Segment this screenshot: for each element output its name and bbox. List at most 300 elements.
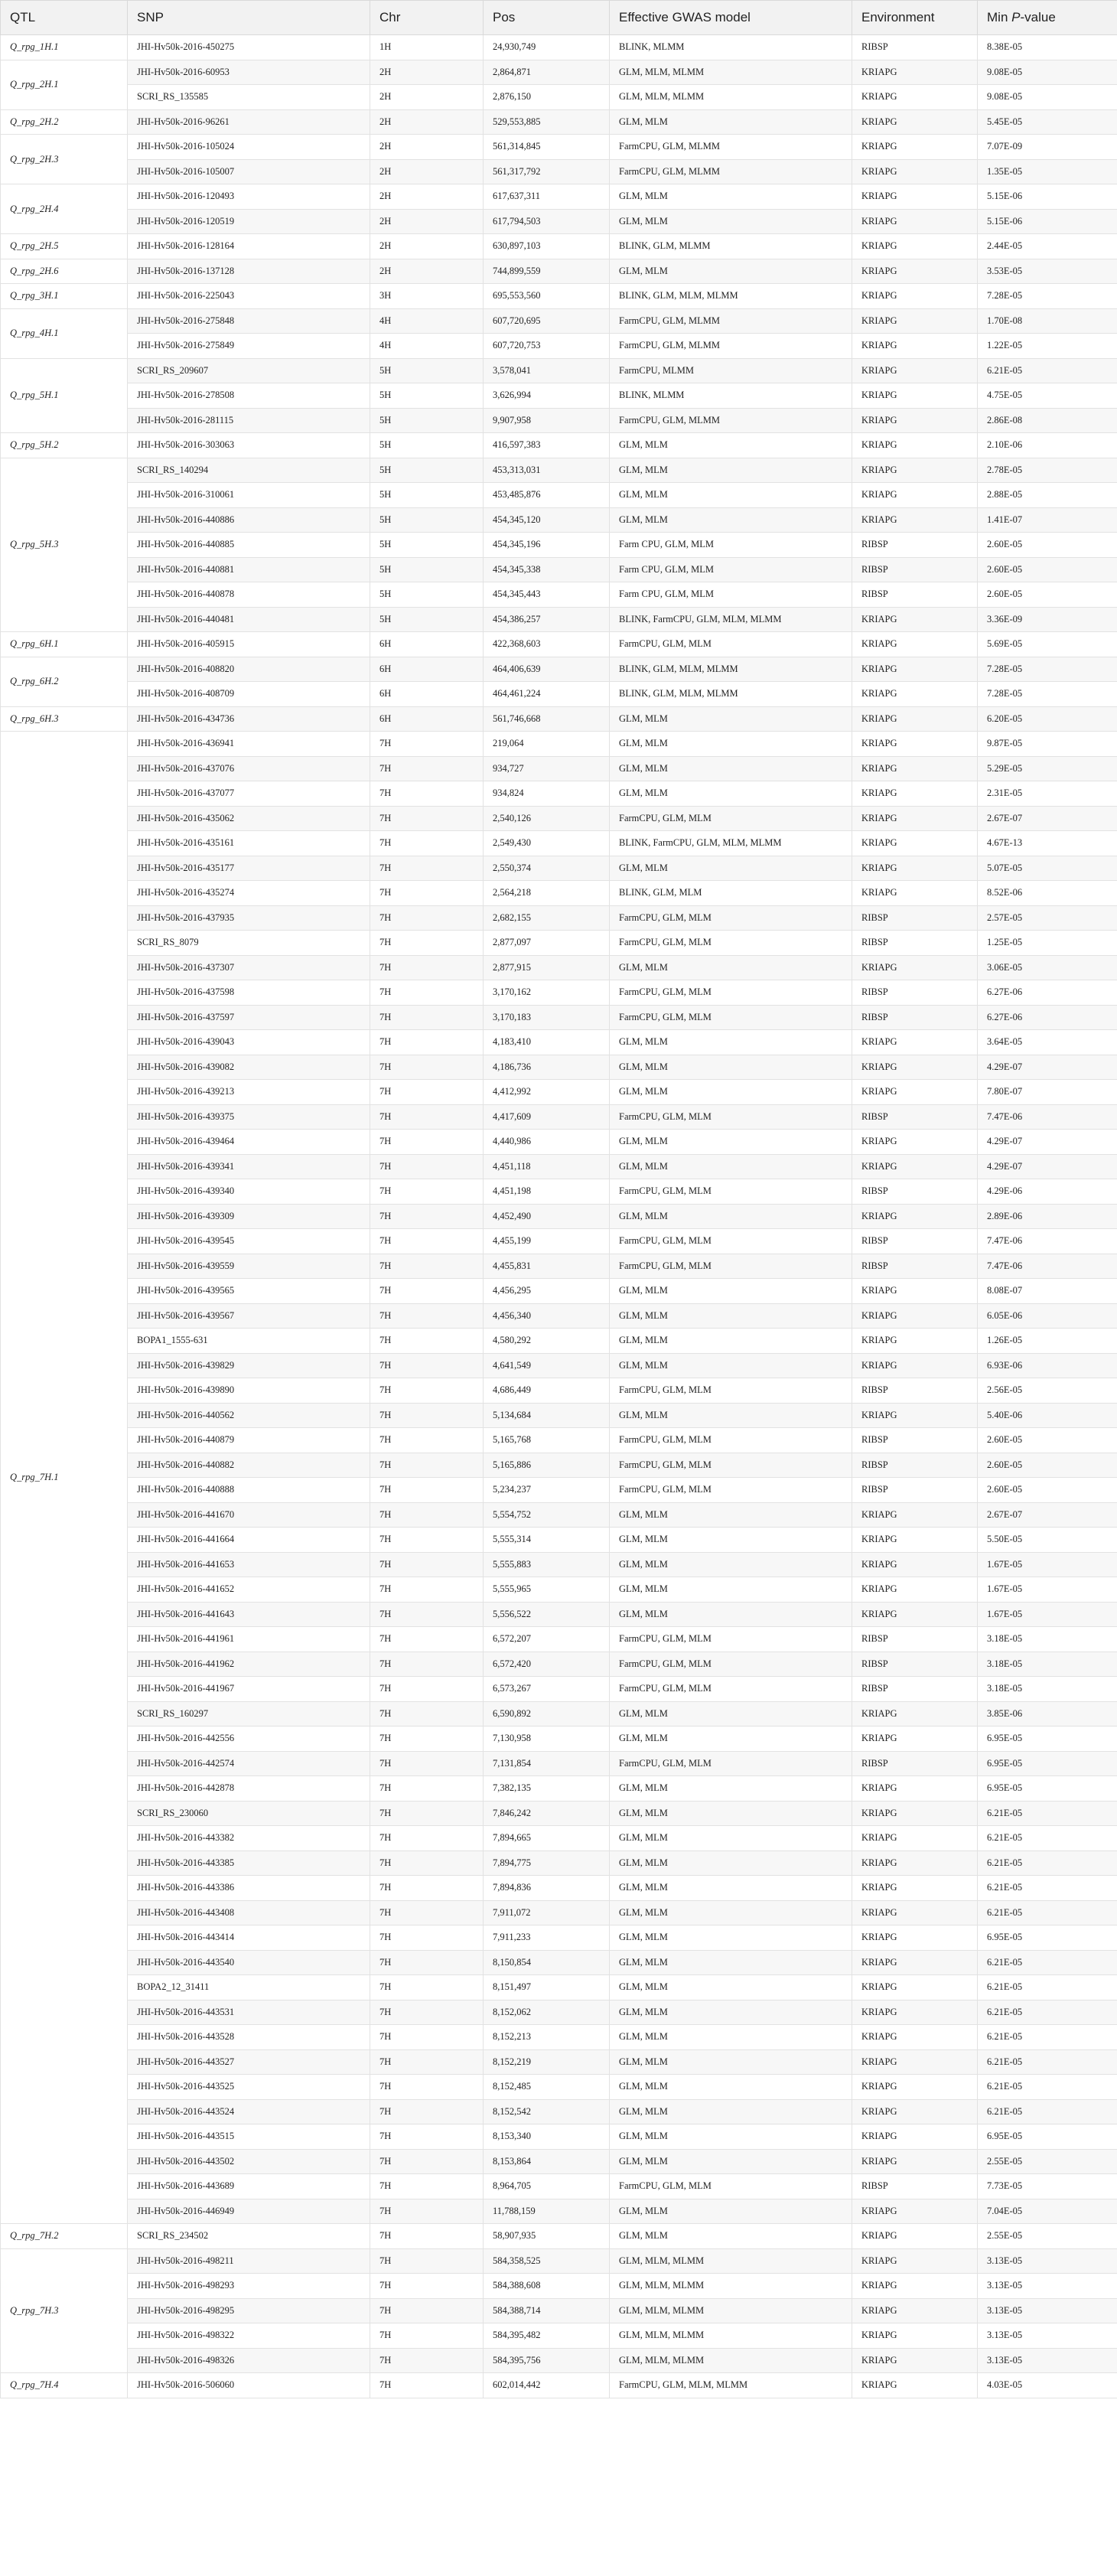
pos-cell: 4,686,449 (484, 1378, 610, 1404)
min-pvalue-cell: 9.08E-05 (978, 60, 1117, 85)
chr-cell: 7H (370, 1577, 484, 1603)
environment-cell: KRIAPG (852, 1826, 978, 1851)
min-pvalue-cell: 7.07E-09 (978, 135, 1117, 160)
environment-cell: RIBSP (852, 1652, 978, 1677)
table-row (1, 1925, 1117, 1951)
snp-cell: JHI-Hv50k-2016-437598 (128, 980, 370, 1006)
environment-cell: KRIAPG (852, 2124, 978, 2150)
table-header (1, 1, 1117, 35)
table-row (1, 2174, 1117, 2199)
chr-cell: 7H (370, 1130, 484, 1155)
table-row (1, 383, 1117, 409)
environment-cell: KRIAPG (852, 2323, 978, 2349)
environment-cell: KRIAPG (852, 706, 978, 732)
environment-cell: KRIAPG (852, 1130, 978, 1155)
environment-cell: KRIAPG (852, 60, 978, 85)
pos-cell: 464,461,224 (484, 682, 610, 707)
chr-cell: 7H (370, 1353, 484, 1378)
table-row (1, 1701, 1117, 1727)
table-row (1, 2323, 1117, 2349)
min-pvalue-cell: 1.67E-05 (978, 1577, 1117, 1603)
model-cell: GLM, MLM (610, 1801, 852, 1826)
chr-cell: 7H (370, 1925, 484, 1951)
min-pvalue-cell: 5.69E-05 (978, 632, 1117, 657)
pos-cell: 8,964,705 (484, 2174, 610, 2199)
model-cell: GLM, MLM (610, 1353, 852, 1378)
snp-cell: JHI-Hv50k-2016-443527 (128, 2049, 370, 2075)
pos-cell: 617,637,311 (484, 184, 610, 210)
pos-cell: 8,152,485 (484, 2075, 610, 2100)
snp-cell: JHI-Hv50k-2016-440878 (128, 582, 370, 608)
table-row (1, 2199, 1117, 2224)
pos-cell: 2,549,430 (484, 831, 610, 856)
environment-cell: KRIAPG (852, 2025, 978, 2050)
min-pvalue-cell: 3.85E-06 (978, 1701, 1117, 1727)
pos-cell: 7,382,135 (484, 1776, 610, 1802)
qtl-cell: Q_rpg_2H.6 (1, 259, 128, 284)
environment-cell: RIBSP (852, 557, 978, 582)
snp-cell: JHI-Hv50k-2016-439340 (128, 1179, 370, 1205)
table-row (1, 806, 1117, 831)
pos-cell: 584,395,482 (484, 2323, 610, 2349)
chr-cell: 7H (370, 2000, 484, 2025)
model-cell: FarmCPU, GLM, MLM (610, 1453, 852, 1478)
pos-cell: 6,572,207 (484, 1627, 610, 1652)
chr-cell: 7H (370, 1154, 484, 1179)
snp-cell: JHI-Hv50k-2016-440879 (128, 1428, 370, 1453)
environment-cell: RIBSP (852, 1428, 978, 1453)
model-cell: GLM, MLM (610, 706, 852, 732)
snp-cell: JHI-Hv50k-2016-105007 (128, 159, 370, 184)
table-row (1, 931, 1117, 956)
snp-cell: JHI-Hv50k-2016-437597 (128, 1005, 370, 1030)
min-pvalue-cell: 8.38E-05 (978, 35, 1117, 60)
qtl-cell: Q_rpg_7H.2 (1, 2224, 128, 2249)
min-pvalue-cell: 3.18E-05 (978, 1627, 1117, 1652)
chr-cell: 7H (370, 1950, 484, 1975)
environment-cell: KRIAPG (852, 607, 978, 632)
pos-cell: 2,864,871 (484, 60, 610, 85)
chr-cell: 7H (370, 1900, 484, 1925)
min-pvalue-cell: 2.60E-05 (978, 557, 1117, 582)
min-pvalue-cell: 5.07E-05 (978, 856, 1117, 881)
header-qtl: QTL (1, 1, 128, 35)
pos-cell: 4,580,292 (484, 1329, 610, 1354)
snp-cell: JHI-Hv50k-2016-441643 (128, 1602, 370, 1627)
table-row (1, 1080, 1117, 1105)
snp-cell: JHI-Hv50k-2016-439890 (128, 1378, 370, 1404)
snp-cell: JHI-Hv50k-2016-506060 (128, 2373, 370, 2398)
model-cell: FarmCPU, GLM, MLM, MLMM (610, 2373, 852, 2398)
pos-cell: 584,388,714 (484, 2298, 610, 2323)
environment-cell: KRIAPG (852, 1577, 978, 1603)
min-pvalue-cell: 6.21E-05 (978, 2025, 1117, 2050)
chr-cell: 7H (370, 2174, 484, 2199)
environment-cell: KRIAPG (852, 1552, 978, 1577)
min-pvalue-cell: 6.20E-05 (978, 706, 1117, 732)
pos-cell: 5,165,768 (484, 1428, 610, 1453)
min-pvalue-cell: 2.67E-07 (978, 806, 1117, 831)
min-pvalue-cell: 3.13E-05 (978, 2274, 1117, 2299)
chr-cell: 7H (370, 1502, 484, 1528)
min-pvalue-cell: 2.55E-05 (978, 2149, 1117, 2174)
chr-cell: 2H (370, 209, 484, 234)
environment-cell: KRIAPG (852, 632, 978, 657)
environment-cell: KRIAPG (852, 2248, 978, 2274)
environment-cell: KRIAPG (852, 1353, 978, 1378)
chr-cell: 7H (370, 1329, 484, 1354)
snp-cell: JHI-Hv50k-2016-440481 (128, 607, 370, 632)
table-row (1, 955, 1117, 980)
pos-cell: 7,894,836 (484, 1876, 610, 1901)
model-cell: Farm CPU, GLM, MLM (610, 582, 852, 608)
environment-cell: KRIAPG (852, 383, 978, 409)
model-cell: FarmCPU, GLM, MLM (610, 931, 852, 956)
environment-cell: KRIAPG (852, 1502, 978, 1528)
table-row (1, 756, 1117, 781)
snp-cell: JHI-Hv50k-2016-441652 (128, 1577, 370, 1603)
table-row (1, 831, 1117, 856)
environment-cell: KRIAPG (852, 2224, 978, 2249)
min-pvalue-cell: 6.21E-05 (978, 1950, 1117, 1975)
min-pvalue-cell: 1.70E-08 (978, 308, 1117, 334)
snp-cell: JHI-Hv50k-2016-405915 (128, 632, 370, 657)
model-cell: FarmCPU, GLM, MLM (610, 1428, 852, 1453)
environment-cell: KRIAPG (852, 756, 978, 781)
min-pvalue-cell: 6.21E-05 (978, 2075, 1117, 2100)
snp-cell: JHI-Hv50k-2016-437077 (128, 781, 370, 807)
model-cell: GLM, MLM (610, 2224, 852, 2249)
snp-cell: JHI-Hv50k-2016-442878 (128, 1776, 370, 1802)
environment-cell: KRIAPG (852, 483, 978, 508)
table-row (1, 607, 1117, 632)
pos-cell: 6,590,892 (484, 1701, 610, 1727)
snp-cell: JHI-Hv50k-2016-443414 (128, 1925, 370, 1951)
snp-cell: JHI-Hv50k-2016-441664 (128, 1528, 370, 1553)
pos-cell: 4,440,986 (484, 1130, 610, 1155)
environment-cell: KRIAPG (852, 2274, 978, 2299)
snp-cell: JHI-Hv50k-2016-443525 (128, 2075, 370, 2100)
environment-cell: KRIAPG (852, 682, 978, 707)
chr-cell: 5H (370, 433, 484, 458)
chr-cell: 7H (370, 1701, 484, 1727)
chr-cell: 7H (370, 2348, 484, 2373)
min-pvalue-cell: 2.57E-05 (978, 905, 1117, 931)
pos-cell: 422,368,603 (484, 632, 610, 657)
table-row (1, 1727, 1117, 1752)
chr-cell: 7H (370, 1204, 484, 1229)
min-pvalue-cell: 4.67E-13 (978, 831, 1117, 856)
snp-cell: JHI-Hv50k-2016-442556 (128, 1727, 370, 1752)
table-row (1, 1179, 1117, 1205)
min-pvalue-cell: 5.15E-06 (978, 184, 1117, 210)
min-pvalue-cell: 1.67E-05 (978, 1552, 1117, 1577)
environment-cell: KRIAPG (852, 806, 978, 831)
chr-cell: 7H (370, 2224, 484, 2249)
pos-cell: 561,317,792 (484, 159, 610, 184)
chr-cell: 2H (370, 135, 484, 160)
chr-cell: 7H (370, 931, 484, 956)
model-cell: BLINK, FarmCPU, GLM, MLM, MLMM (610, 831, 852, 856)
environment-cell: RIBSP (852, 1179, 978, 1205)
snp-cell: JHI-Hv50k-2016-435062 (128, 806, 370, 831)
chr-cell: 7H (370, 1552, 484, 1577)
environment-cell: KRIAPG (852, 1801, 978, 1826)
model-cell: GLM, MLM (610, 756, 852, 781)
environment-cell: RIBSP (852, 1751, 978, 1776)
environment-cell: KRIAPG (852, 284, 978, 309)
chr-cell: 2H (370, 159, 484, 184)
table-row (1, 408, 1117, 433)
min-pvalue-cell: 2.60E-05 (978, 533, 1117, 558)
table-row (1, 135, 1117, 160)
min-pvalue-cell: 8.08E-07 (978, 1279, 1117, 1304)
environment-cell: KRIAPG (852, 856, 978, 881)
chr-cell: 7H (370, 2298, 484, 2323)
snp-cell: JHI-Hv50k-2016-105024 (128, 135, 370, 160)
table-row (1, 1900, 1117, 1925)
model-cell: GLM, MLM, MLMM (610, 60, 852, 85)
environment-cell: RIBSP (852, 1627, 978, 1652)
table-row (1, 1353, 1117, 1378)
qtl-cell: Q_rpg_5H.2 (1, 433, 128, 458)
model-cell: FarmCPU, GLM, MLM (610, 1627, 852, 1652)
snp-cell: JHI-Hv50k-2016-441962 (128, 1652, 370, 1677)
pos-cell: 3,170,162 (484, 980, 610, 1006)
table-row (1, 209, 1117, 234)
snp-cell: JHI-Hv50k-2016-442574 (128, 1751, 370, 1776)
table-row (1, 2025, 1117, 2050)
chr-cell: 7H (370, 1254, 484, 1279)
snp-cell: JHI-Hv50k-2016-408709 (128, 682, 370, 707)
min-pvalue-cell: 4.29E-06 (978, 1179, 1117, 1205)
pos-cell: 2,876,150 (484, 85, 610, 110)
min-pvalue-cell: 7.04E-05 (978, 2199, 1117, 2224)
table-row (1, 682, 1117, 707)
environment-cell: RIBSP (852, 931, 978, 956)
min-pvalue-cell: 6.05E-06 (978, 1303, 1117, 1329)
pos-cell: 4,451,118 (484, 1154, 610, 1179)
model-cell: GLM, MLM (610, 433, 852, 458)
snp-cell: JHI-Hv50k-2016-440886 (128, 507, 370, 533)
model-cell: GLM, MLM (610, 1876, 852, 1901)
environment-cell: KRIAPG (852, 507, 978, 533)
table-row (1, 433, 1117, 458)
min-pvalue-cell: 8.52E-06 (978, 881, 1117, 906)
table-row (1, 1453, 1117, 1478)
model-cell: GLM, MLM (610, 1303, 852, 1329)
snp-cell: SCRI_RS_140294 (128, 458, 370, 483)
header-snp: SNP (128, 1, 370, 35)
table-row (1, 1478, 1117, 1503)
min-pvalue-cell: 2.60E-05 (978, 1428, 1117, 1453)
snp-cell: JHI-Hv50k-2016-435274 (128, 881, 370, 906)
model-cell: FarmCPU, GLM, MLM (610, 1179, 852, 1205)
pos-cell: 5,134,684 (484, 1403, 610, 1428)
environment-cell: KRIAPG (852, 1701, 978, 1727)
table-row (1, 856, 1117, 881)
snp-cell: JHI-Hv50k-2016-439545 (128, 1229, 370, 1254)
model-cell: GLM, MLM (610, 1727, 852, 1752)
min-pvalue-cell: 2.88E-05 (978, 483, 1117, 508)
min-pvalue-cell: 2.56E-05 (978, 1378, 1117, 1404)
snp-cell: JHI-Hv50k-2016-440885 (128, 533, 370, 558)
model-cell: GLM, MLM (610, 1826, 852, 1851)
table-row (1, 1204, 1117, 1229)
model-cell: GLM, MLM (610, 781, 852, 807)
environment-cell: KRIAPG (852, 334, 978, 359)
chr-cell: 7H (370, 2248, 484, 2274)
chr-cell: 7H (370, 1229, 484, 1254)
table-row (1, 483, 1117, 508)
min-pvalue-cell: 9.08E-05 (978, 85, 1117, 110)
model-cell: FarmCPU, GLM, MLM (610, 1478, 852, 1503)
min-pvalue-cell: 3.13E-05 (978, 2248, 1117, 2274)
pos-cell: 3,170,183 (484, 1005, 610, 1030)
min-pvalue-cell: 2.78E-05 (978, 458, 1117, 483)
model-cell: BLINK, GLM, MLM (610, 881, 852, 906)
snp-cell: JHI-Hv50k-2016-439829 (128, 1353, 370, 1378)
snp-cell: JHI-Hv50k-2016-225043 (128, 284, 370, 309)
min-pvalue-cell: 6.95E-05 (978, 1776, 1117, 1802)
model-cell: FarmCPU, GLM, MLM (610, 1378, 852, 1404)
pos-cell: 8,152,542 (484, 2099, 610, 2124)
chr-cell: 7H (370, 1179, 484, 1205)
pos-cell: 4,452,490 (484, 1204, 610, 1229)
environment-cell: RIBSP (852, 1478, 978, 1503)
table-row (1, 2075, 1117, 2100)
model-cell: FarmCPU, GLM, MLM (610, 1254, 852, 1279)
snp-cell: JHI-Hv50k-2016-439375 (128, 1104, 370, 1130)
table-row (1, 1627, 1117, 1652)
qtl-cell: Q_rpg_4H.1 (1, 308, 128, 358)
header-min-pvalue (978, 1, 1117, 35)
table-row (1, 2149, 1117, 2174)
snp-cell: JHI-Hv50k-2016-443382 (128, 1826, 370, 1851)
min-pvalue-cell: 3.36E-09 (978, 607, 1117, 632)
model-cell: GLM, MLM (610, 856, 852, 881)
environment-cell: KRIAPG (852, 881, 978, 906)
pos-cell: 617,794,503 (484, 209, 610, 234)
chr-cell: 7H (370, 1876, 484, 1901)
snp-cell: JHI-Hv50k-2016-275848 (128, 308, 370, 334)
min-pvalue-cell: 2.44E-05 (978, 234, 1117, 259)
table-row (1, 533, 1117, 558)
model-cell: FarmCPU, GLM, MLM (610, 1005, 852, 1030)
table-row (1, 1751, 1117, 1776)
environment-cell: KRIAPG (852, 85, 978, 110)
pos-cell: 5,554,752 (484, 1502, 610, 1528)
chr-cell: 7H (370, 1478, 484, 1503)
snp-cell: JHI-Hv50k-2016-498293 (128, 2274, 370, 2299)
pos-cell: 58,907,935 (484, 2224, 610, 2249)
chr-cell: 7H (370, 2099, 484, 2124)
snp-cell: JHI-Hv50k-2016-441961 (128, 1627, 370, 1652)
min-pvalue-cell: 7.73E-05 (978, 2174, 1117, 2199)
table-row (1, 259, 1117, 284)
min-pvalue-cell: 1.35E-05 (978, 159, 1117, 184)
environment-cell: KRIAPG (852, 159, 978, 184)
min-pvalue-cell: 6.27E-06 (978, 1005, 1117, 1030)
pos-cell: 5,555,965 (484, 1577, 610, 1603)
environment-cell: KRIAPG (852, 1950, 978, 1975)
model-cell: GLM, MLM (610, 2124, 852, 2150)
model-cell: GLM, MLM (610, 2075, 852, 2100)
pos-cell: 454,345,196 (484, 533, 610, 558)
table-row (1, 184, 1117, 210)
min-pvalue-cell: 3.13E-05 (978, 2298, 1117, 2323)
pos-cell: 4,456,295 (484, 1279, 610, 1304)
snp-cell: SCRI_RS_230060 (128, 1801, 370, 1826)
min-pvalue-cell: 6.93E-06 (978, 1353, 1117, 1378)
min-pvalue-cell: 1.41E-07 (978, 507, 1117, 533)
header-chr: Chr (370, 1, 484, 35)
model-cell: BLINK, GLM, MLM, MLMM (610, 657, 852, 682)
pos-cell: 8,150,854 (484, 1950, 610, 1975)
table-row (1, 2248, 1117, 2274)
min-pvalue-cell: 2.10E-06 (978, 433, 1117, 458)
table-row (1, 881, 1117, 906)
environment-cell: RIBSP (852, 35, 978, 60)
pos-cell: 4,417,609 (484, 1104, 610, 1130)
environment-cell: KRIAPG (852, 209, 978, 234)
snp-cell: JHI-Hv50k-2016-443531 (128, 2000, 370, 2025)
model-cell: BLINK, MLMM (610, 383, 852, 409)
qtl-cell: Q_rpg_2H.3 (1, 135, 128, 184)
environment-cell: RIBSP (852, 1677, 978, 1702)
qtl-cell: Q_rpg_3H.1 (1, 284, 128, 309)
snp-cell: JHI-Hv50k-2016-440562 (128, 1403, 370, 1428)
chr-cell: 5H (370, 557, 484, 582)
environment-cell: KRIAPG (852, 184, 978, 210)
qtl-cell: Q_rpg_2H.5 (1, 234, 128, 259)
table-row (1, 507, 1117, 533)
table-row (1, 1975, 1117, 2000)
min-pvalue-cell: 1.67E-05 (978, 1602, 1117, 1627)
min-pvalue-cell: 3.53E-05 (978, 259, 1117, 284)
table-row (1, 905, 1117, 931)
min-pvalue-cell: 6.95E-05 (978, 2124, 1117, 2150)
qtl-cell: Q_rpg_2H.2 (1, 109, 128, 135)
min-pvalue-cell: 2.60E-05 (978, 1453, 1117, 1478)
chr-cell: 5H (370, 483, 484, 508)
model-cell: GLM, MLM (610, 1528, 852, 1553)
pos-cell: 8,153,864 (484, 2149, 610, 2174)
pos-cell: 453,485,876 (484, 483, 610, 508)
table-row (1, 358, 1117, 383)
snp-cell: JHI-Hv50k-2016-441670 (128, 1502, 370, 1528)
model-cell: FarmCPU, GLM, MLM (610, 2174, 852, 2199)
min-pvalue-cell: 6.21E-05 (978, 1900, 1117, 1925)
snp-cell: JHI-Hv50k-2016-436941 (128, 732, 370, 757)
model-cell: GLM, MLM (610, 1080, 852, 1105)
model-cell: FarmCPU, GLM, MLM (610, 905, 852, 931)
environment-cell: KRIAPG (852, 1727, 978, 1752)
model-cell: BLINK, MLMM (610, 35, 852, 60)
model-cell: GLM, MLM (610, 2199, 852, 2224)
table-row (1, 657, 1117, 682)
chr-cell: 5H (370, 533, 484, 558)
environment-cell: KRIAPG (852, 657, 978, 682)
pos-cell: 7,894,665 (484, 1826, 610, 1851)
model-cell: GLM, MLM, MLMM (610, 2248, 852, 2274)
chr-cell: 7H (370, 831, 484, 856)
min-pvalue-cell: 6.21E-05 (978, 358, 1117, 383)
chr-cell: 3H (370, 284, 484, 309)
pos-cell: 454,345,338 (484, 557, 610, 582)
model-cell: GLM, MLM (610, 184, 852, 210)
model-cell: FarmCPU, GLM, MLMM (610, 334, 852, 359)
